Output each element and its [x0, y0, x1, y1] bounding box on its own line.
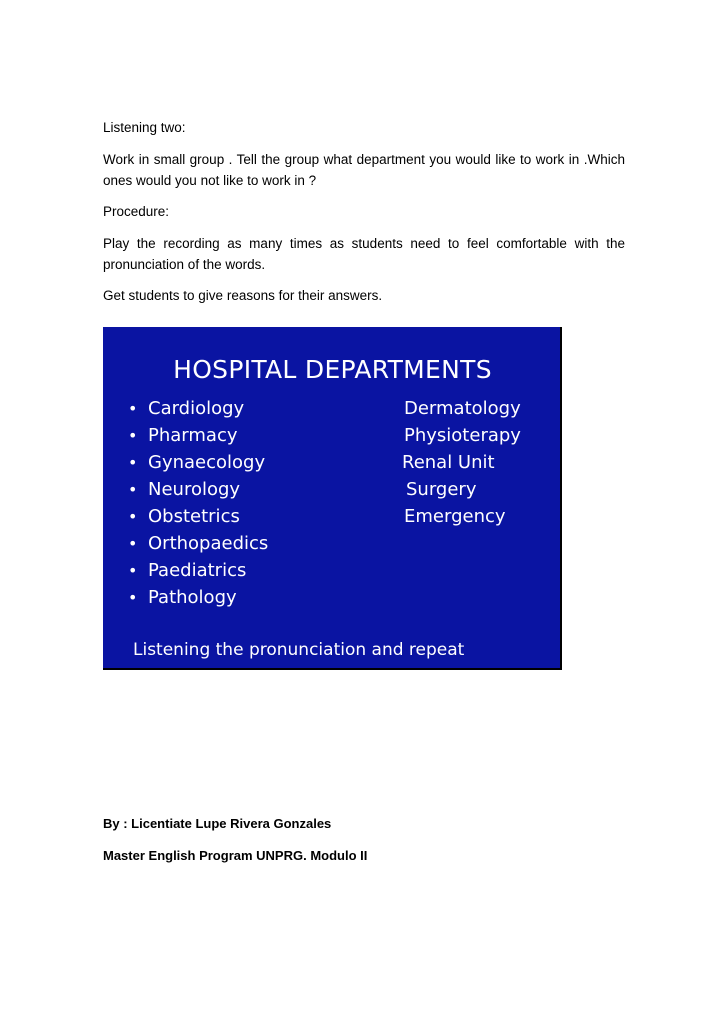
department-item: Renal Unit — [402, 452, 495, 473]
section-heading: Listening two: — [103, 120, 186, 135]
hospital-departments-slide — [103, 327, 562, 670]
bullet-icon: • — [128, 507, 138, 526]
procedure-text: Play the recording as many times as students need to feel comfortable with the pronunciation of the words. — [103, 236, 625, 272]
department-item: • Cardiology — [128, 398, 245, 419]
program-line: Master English Program UNPRG. Modulo II — [103, 848, 368, 863]
department-item: Surgery — [406, 479, 477, 500]
department-item: • Pharmacy — [128, 425, 238, 446]
department-item: • Neurology — [128, 479, 241, 500]
bullet-icon: • — [128, 480, 138, 499]
bullet-icon: • — [128, 426, 138, 445]
department-item: • Gynaecology — [128, 452, 266, 473]
bullet-icon: • — [128, 399, 138, 418]
department-item: Dermatology — [404, 398, 521, 419]
slide-footer: Listening the pronunciation and repeat — [133, 640, 465, 660]
department-item: Emergency — [404, 506, 506, 527]
bullet-icon: • — [128, 561, 138, 580]
department-item: • Orthopaedics — [128, 533, 269, 554]
reasons-text: Get students to give reasons for their answers. — [103, 288, 383, 303]
author-line: By : Licentiate Lupe Rivera Gonzales — [103, 816, 332, 831]
bullet-icon: • — [128, 588, 138, 607]
bullet-icon: • — [128, 453, 138, 472]
procedure-label: Procedure: — [103, 204, 170, 219]
department-item: • Paediatrics — [128, 560, 247, 581]
department-item: • Obstetrics — [128, 506, 240, 527]
department-item: Physioterapy — [404, 425, 521, 446]
slide-title: HOSPITAL DEPARTMENTS — [173, 355, 492, 384]
task-instructions: Work in small group . Tell the group what department you would like to work in .Which ones would you not like to work in ? — [103, 152, 625, 188]
bullet-icon: • — [128, 534, 138, 553]
department-item: • Pathology — [128, 587, 237, 608]
